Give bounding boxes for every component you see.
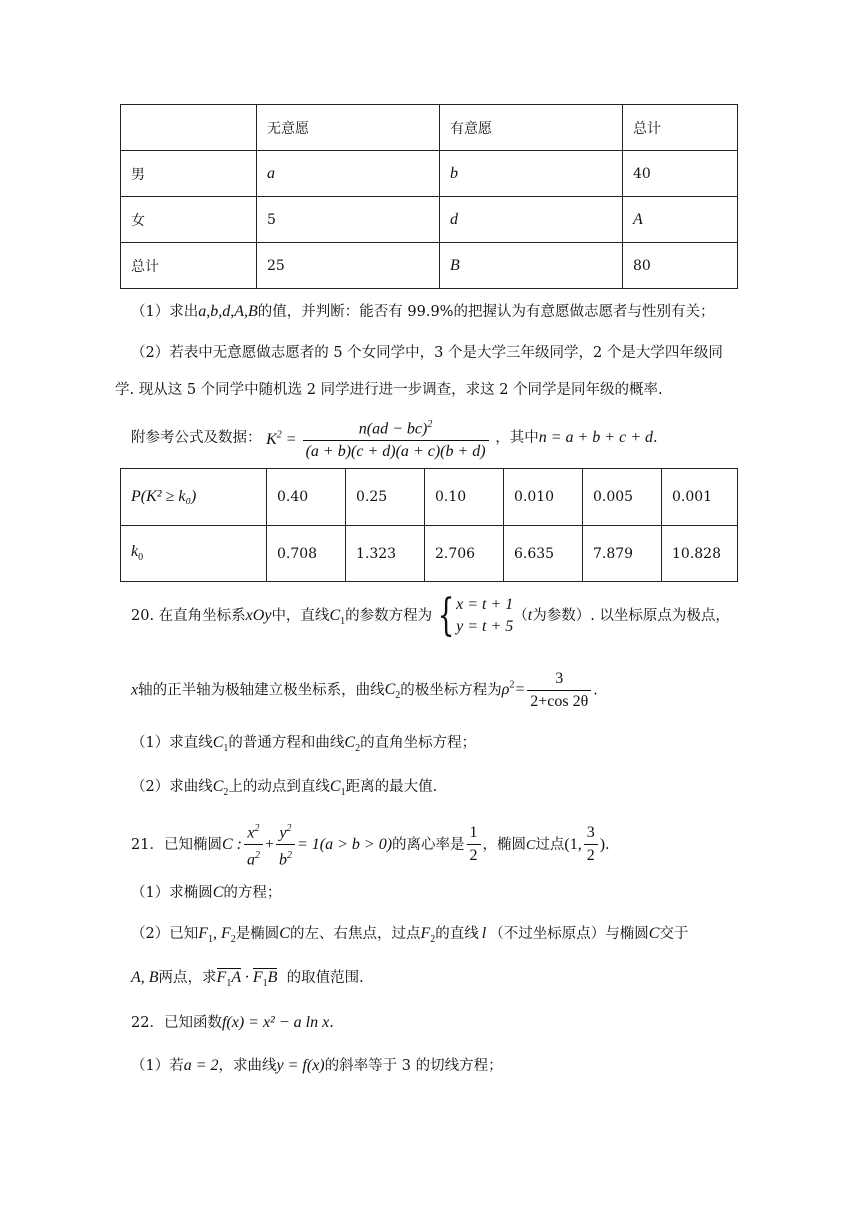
dot-product: $F_1A \cdot F_1B$ xyxy=(216,969,278,990)
table-cell: 0.25 xyxy=(346,469,425,526)
text: . xyxy=(605,836,610,853)
text: k xyxy=(131,543,139,561)
text: 22．已知函数 xyxy=(131,1015,222,1031)
math: xOy xyxy=(245,607,272,624)
math: t xyxy=(527,607,533,624)
table-header-cell: 总计 xyxy=(623,105,738,151)
text: 距离的最大值. xyxy=(345,779,438,795)
text: 的斜率等于 3 的切线方程； xyxy=(324,1058,503,1074)
text: 两点，求 xyxy=(158,970,217,986)
table-cell: 0.001 xyxy=(662,469,738,526)
text: 20. 在直角坐标系 xyxy=(131,608,246,624)
table-cell: b xyxy=(440,151,623,197)
table-cell: 男 xyxy=(121,151,257,197)
math: $C_1$ xyxy=(212,734,229,755)
table-cell: 25 xyxy=(257,243,440,289)
text: （不过坐标原点）与椭圆 xyxy=(489,926,649,942)
table-cell: 10.828 xyxy=(662,526,738,582)
table-cell: 40 xyxy=(623,151,738,197)
text: （ xyxy=(513,608,528,624)
contingency-table xyxy=(120,104,738,289)
q19-part1 xyxy=(131,302,714,322)
table-cell: 0.708 xyxy=(267,526,346,582)
text: （2）已知 xyxy=(131,926,199,942)
text: （1）求椭圆 xyxy=(131,885,213,901)
q19-part2-line1: （2）若表中无意愿做志愿者的 5 个女同学中，3 个是大学三年级同学，2 个是大学四年级同 xyxy=(131,345,723,361)
table-cell: 女 xyxy=(121,197,257,243)
math: $C_2$ xyxy=(212,778,229,799)
table-cell: 6.635 xyxy=(504,526,583,582)
math: $C_1$ xyxy=(329,778,346,799)
text: 的参数方程为 xyxy=(345,608,433,624)
reference-formula xyxy=(131,414,658,462)
q19-part2-line2: 学. 现从这 5 个同学中随机选 2 同学进行进一步调查，求这 2 个同学是同年级的概率. xyxy=(115,382,663,398)
text: （2）求曲线 xyxy=(131,779,213,795)
text: 上的动点到直线 xyxy=(228,779,330,795)
table-cell: 1.323 xyxy=(346,526,425,582)
table-header-cell xyxy=(121,105,257,151)
text: （1）若 xyxy=(131,1058,184,1074)
table-cell: a xyxy=(257,151,440,197)
math: $C_2$ xyxy=(384,681,401,702)
text: x = t + 1 xyxy=(456,596,514,613)
math-vars: a,b,d,A,B xyxy=(198,303,258,320)
math: f(x) = x² − a ln x xyxy=(221,1014,330,1031)
critical-value-table xyxy=(120,468,738,582)
table-row-label: $k_0$ xyxy=(121,526,267,582)
fraction-y: $\frac{y^2}{b^2}$ xyxy=(276,820,295,870)
text: 3 xyxy=(527,670,591,691)
text: 交于 xyxy=(659,926,689,942)
formula-lhs: $K^2$ = xyxy=(266,430,301,449)
table-cell: 2.706 xyxy=(425,526,504,582)
table-cell: 7.879 xyxy=(583,526,662,582)
text: 21．已知椭圆 xyxy=(131,836,222,853)
text: y = t + 5 xyxy=(456,618,514,635)
text: 附参考公式及数据： xyxy=(131,430,262,447)
formula-fraction xyxy=(303,416,489,461)
table-cell: 0.005 xyxy=(583,469,662,526)
text: （1）求直线 xyxy=(131,735,213,751)
text: 2+cos 2θ xyxy=(530,692,589,710)
table-header-cell: 无意愿 xyxy=(257,105,440,151)
fraction-three-halves: $\frac{3}{2}$ xyxy=(584,824,598,865)
text: ，其中 xyxy=(495,430,539,447)
math: y = f(x) xyxy=(276,1057,325,1074)
table-cell: B xyxy=(440,243,623,289)
text: ，求曲线 xyxy=(218,1058,277,1074)
brace-icon: { xyxy=(437,590,455,641)
math: C : xyxy=(221,835,242,853)
table-cell: 0.10 xyxy=(425,469,504,526)
fraction-half: $\frac{1}{2}$ xyxy=(467,824,481,865)
text: 的离心率是 xyxy=(392,836,465,853)
table-row-label: P(K² ≥ k₀) xyxy=(121,469,267,526)
text: 中，直线 xyxy=(271,608,330,624)
text: 的直角坐标方程； xyxy=(360,735,477,751)
text: 的方程； xyxy=(223,885,282,901)
formula-n: n = a + b + c + d xyxy=(538,429,653,447)
math: $C_2$ xyxy=(344,734,361,755)
q21-part1: （1）求椭圆C的方程； xyxy=(131,884,282,901)
q21-part2-line2: A, B两点，求$F_1A \cdot F_1B$ 的取值范围. xyxy=(131,969,364,990)
table-cell: 总计 xyxy=(121,243,257,289)
math: l xyxy=(481,925,487,942)
formula-numerator: n(ad − bc)$^2$ xyxy=(303,416,489,441)
text: 的左、右焦点，过点 xyxy=(289,926,421,942)
text: 的直线 xyxy=(435,926,479,942)
table-cell: 80 xyxy=(623,243,738,289)
text: . xyxy=(653,430,658,447)
text: （1）求出 xyxy=(131,304,199,320)
formula-denominator: (a + b)(c + d)(a + c)(b + d) xyxy=(305,442,486,460)
math: a = 2 xyxy=(183,1057,219,1074)
math: $\rho^2=$ xyxy=(501,680,526,699)
math: = 1(a > b > 0) xyxy=(296,835,393,853)
fraction-x: $\frac{x^2}{a^2}$ xyxy=(244,820,263,870)
text: 的取值范围. xyxy=(286,970,364,986)
q20-line2: x轴的正半轴为极轴建立极坐标系，曲线$C_2$的极坐标方程为$\rho^2=$ $\frac{3}{2+\cos 2\theta}$ . xyxy=(131,669,598,710)
table-cell: 5 xyxy=(257,197,440,243)
q22-line1: 22．已知函数f(x) = x² − a ln x. xyxy=(131,1014,334,1031)
table-header-cell: 有意愿 xyxy=(440,105,623,151)
q20-line1 xyxy=(131,592,730,646)
q22-part1 xyxy=(131,1056,503,1076)
text: 的值，并判断：能否有 99.9%的把握认为有意愿做志愿者与性别有关； xyxy=(257,304,715,320)
math: $C_1$ xyxy=(329,607,346,628)
equation-system xyxy=(456,594,513,638)
q20-part2 xyxy=(131,777,437,803)
text: n(ad − bc) xyxy=(358,419,428,437)
text: 轴的正半轴为极轴建立极坐标系，曲线 xyxy=(138,682,385,699)
q21-part2-line1: （2）已知$F_1$, $F_2$是椭圆C的左、右焦点，过点$F_2$的直线 l （不过坐标原点）与椭圆C交于 xyxy=(131,925,689,946)
math: x xyxy=(131,681,139,699)
text: 是椭圆 xyxy=(235,926,280,942)
table-cell: d xyxy=(440,197,623,243)
text: K xyxy=(266,431,277,449)
text: 为参数）. 以坐标原点为极点， xyxy=(532,608,730,624)
q21-line1: 21．已知椭圆C : $\frac{x^2}{a^2}$ + $\frac{y^2}{b^2}$ = 1(a > b > 0)的离心率是 $\frac{1}{2}$ ，椭圆C过点(1, $\frac{3}{2}$ ). xyxy=(131,820,610,870)
text: 的极坐标方程为 xyxy=(400,682,502,699)
table-cell: 0.010 xyxy=(504,469,583,526)
text: 的普通方程和曲线 xyxy=(228,735,345,751)
text: ，椭圆 xyxy=(482,836,527,853)
polar-fraction xyxy=(527,670,591,711)
text: 过点 xyxy=(535,836,565,853)
table-cell: A xyxy=(623,197,738,243)
table-cell: 0.40 xyxy=(267,469,346,526)
q20-part1 xyxy=(131,733,476,759)
